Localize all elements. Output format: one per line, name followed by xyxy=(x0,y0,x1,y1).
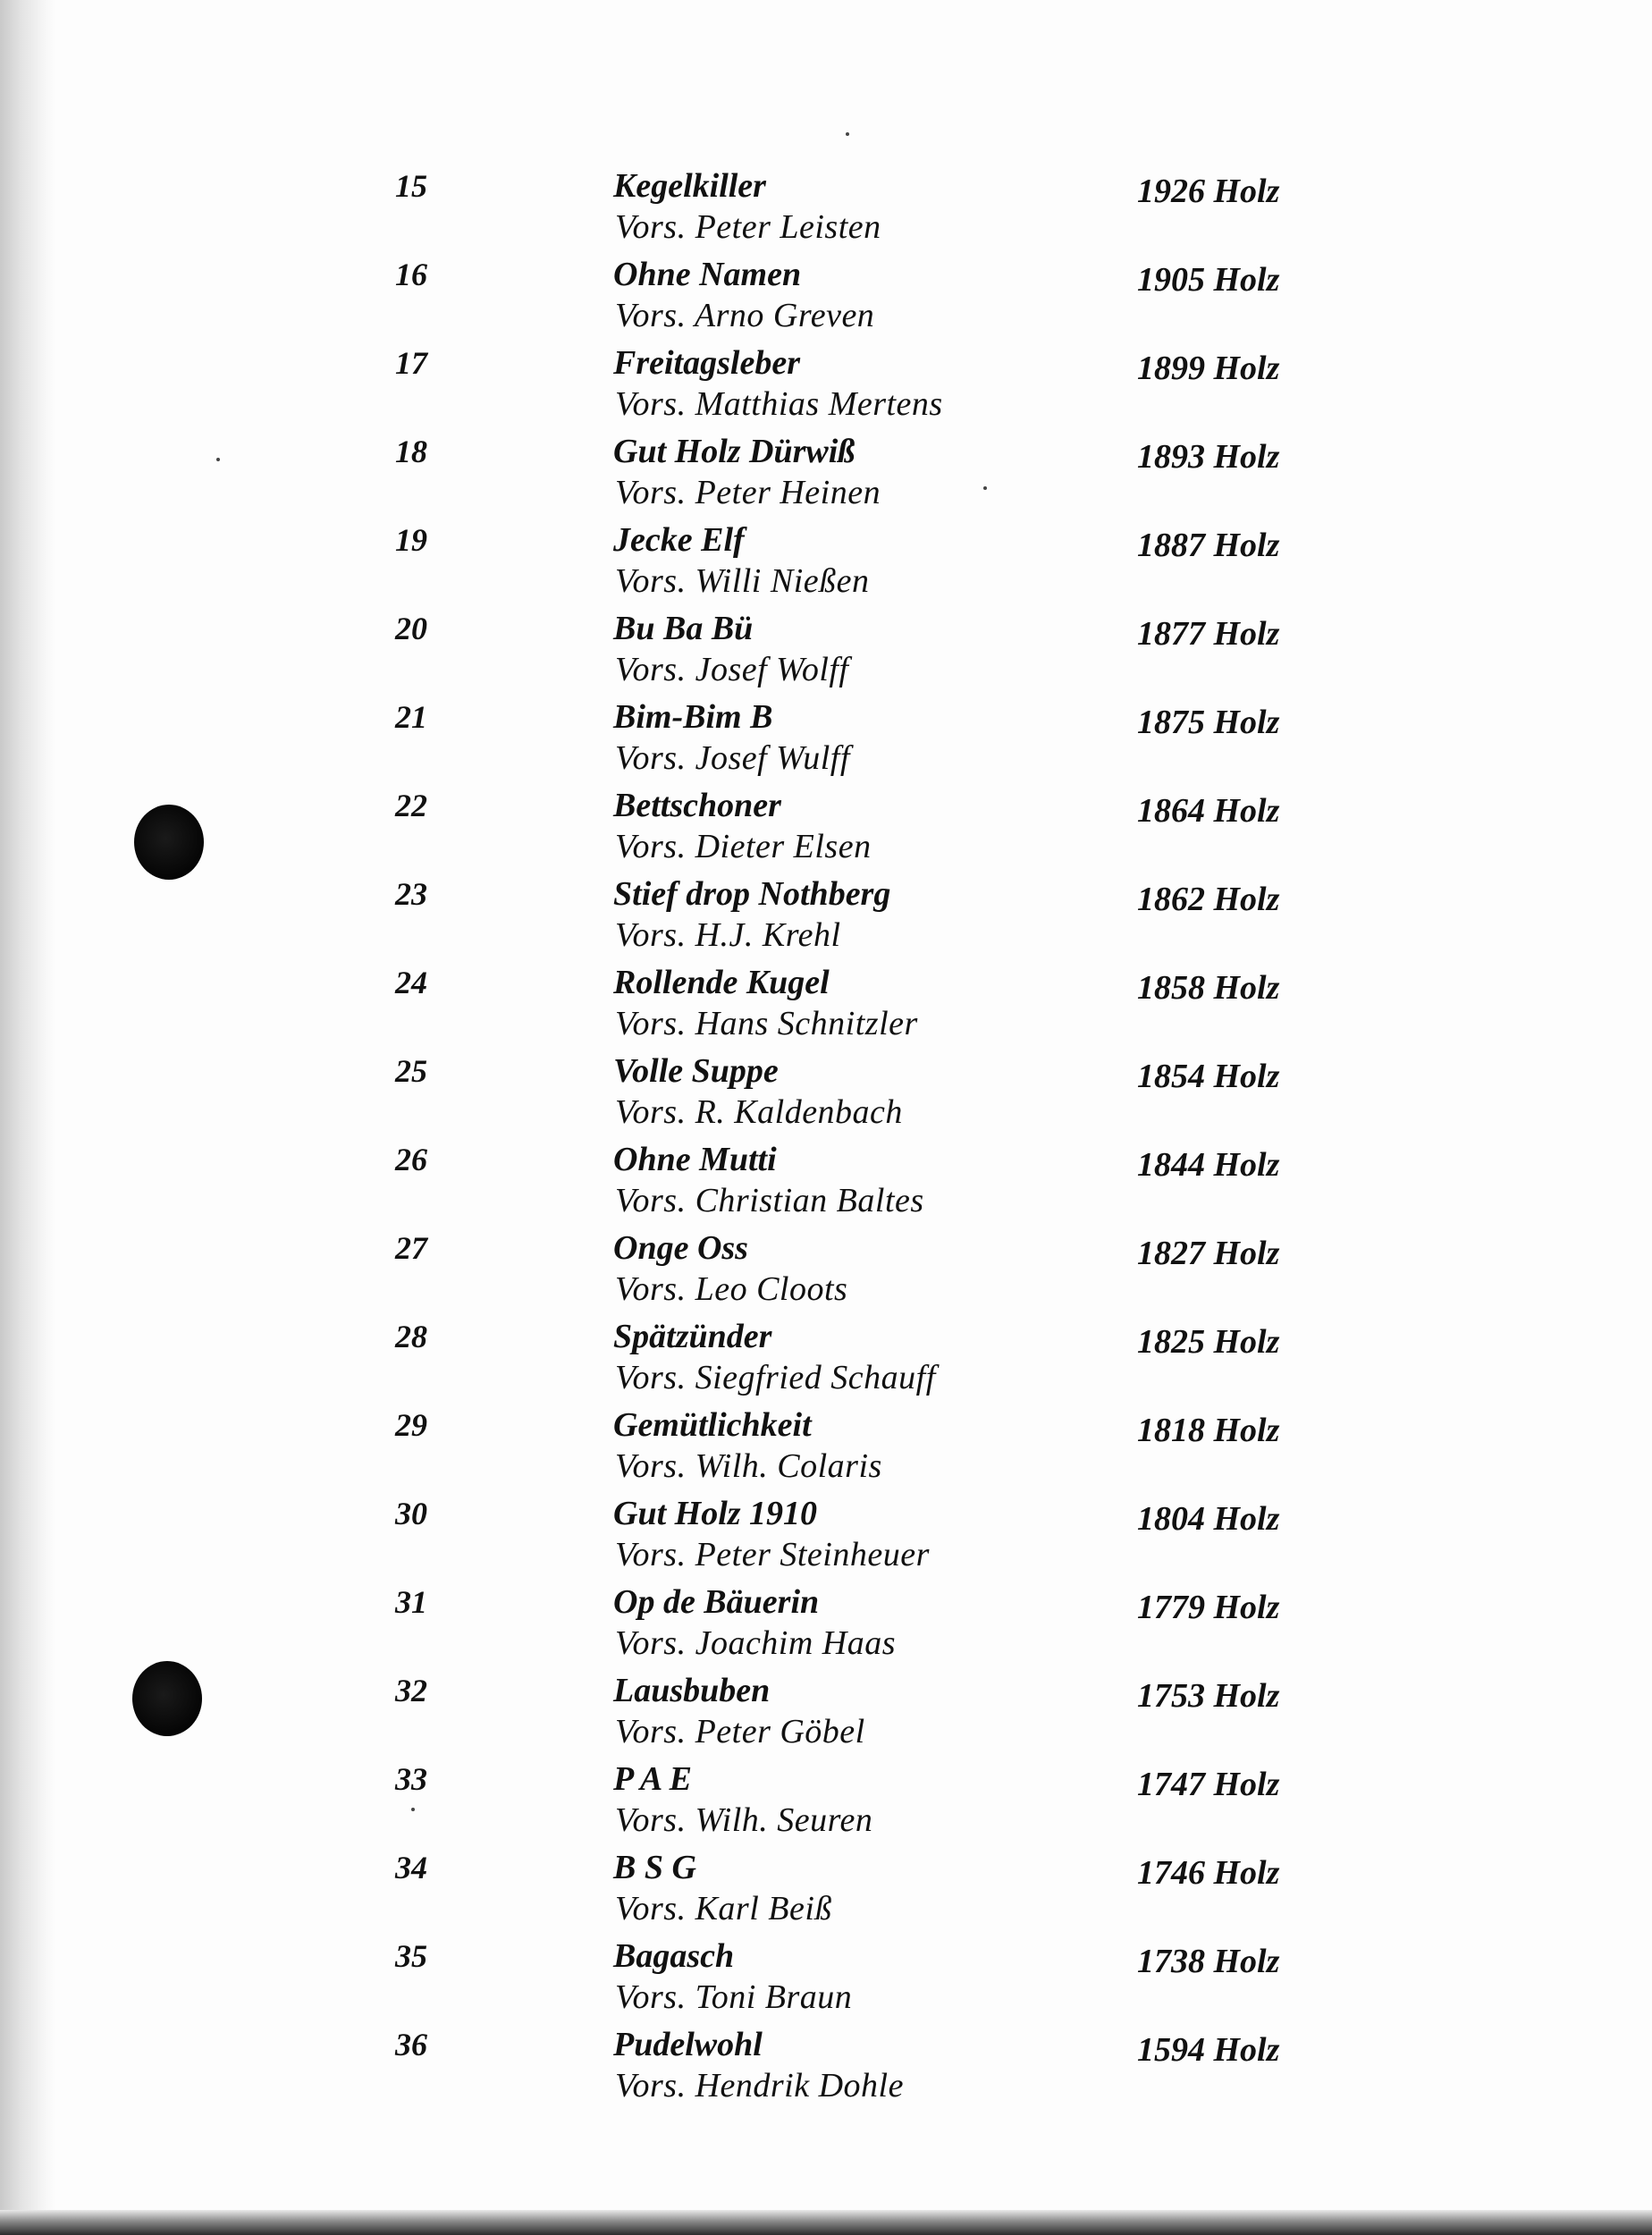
score-total: 1854 Holz xyxy=(1137,1058,1280,1095)
list-item xyxy=(0,963,1652,1051)
score-total: 1875 Holz xyxy=(1137,704,1280,741)
club-chairman: Vors. Hendrik Dohle xyxy=(615,2067,904,2104)
rank-number: 35 xyxy=(395,1938,427,1974)
rank-number: 26 xyxy=(395,1142,427,1177)
list-item xyxy=(0,1317,1652,1405)
club-name: Stief drop Nothberg xyxy=(613,875,891,913)
rank-number: 36 xyxy=(395,2027,427,2062)
rank-number: 21 xyxy=(395,699,427,735)
list-item xyxy=(0,1405,1652,1494)
club-name: B S G xyxy=(613,1849,696,1886)
list-item xyxy=(0,697,1652,786)
club-name: Jecke Elf xyxy=(613,521,745,559)
list-item xyxy=(0,1936,1652,2025)
score-total: 1594 Holz xyxy=(1137,2031,1280,2069)
list-item xyxy=(0,2025,1652,2113)
club-chairman: Vors. Willi Nießen xyxy=(615,562,870,600)
list-item xyxy=(0,343,1652,432)
club-chairman: Vors. Wilh. Seuren xyxy=(615,1801,873,1839)
list-item xyxy=(0,1494,1652,1582)
list-item xyxy=(0,1582,1652,1671)
club-name: Bagasch xyxy=(613,1937,735,1975)
club-chairman: Vors. Peter Heinen xyxy=(615,474,881,511)
score-total: 1825 Holz xyxy=(1137,1323,1280,1361)
list-item xyxy=(0,1848,1652,1936)
club-name: Freitagsleber xyxy=(613,344,800,382)
club-chairman: Vors. Karl Beiß xyxy=(615,1890,832,1927)
score-total: 1905 Holz xyxy=(1137,261,1280,299)
club-chairman: Vors. H.J. Krehl xyxy=(615,916,841,954)
club-chairman: Vors. Peter Leisten xyxy=(615,208,881,246)
club-chairman: Vors. R. Kaldenbach xyxy=(615,1093,903,1131)
rank-number: 22 xyxy=(395,788,427,823)
club-name: Gut Holz 1910 xyxy=(613,1495,818,1532)
rank-number: 18 xyxy=(395,434,427,469)
list-item xyxy=(0,1228,1652,1317)
score-total: 1926 Holz xyxy=(1137,173,1280,210)
rank-number: 32 xyxy=(395,1673,427,1708)
club-name: Rollende Kugel xyxy=(613,964,830,1001)
list-item xyxy=(0,255,1652,343)
score-total: 1738 Holz xyxy=(1137,1943,1280,1980)
page-bottom-edge-shadow xyxy=(0,2210,1652,2235)
club-chairman: Vors. Leo Cloots xyxy=(615,1270,848,1308)
club-name: Volle Suppe xyxy=(613,1052,779,1090)
list-item xyxy=(0,1759,1652,1848)
score-total: 1864 Holz xyxy=(1137,792,1280,830)
score-total: 1844 Holz xyxy=(1137,1146,1280,1184)
club-name: Lausbuben xyxy=(613,1672,771,1709)
score-total: 1779 Holz xyxy=(1137,1589,1280,1626)
club-name: Spätzünder xyxy=(613,1318,772,1355)
club-name: Ohne Mutti xyxy=(613,1141,777,1178)
score-total: 1746 Holz xyxy=(1137,1854,1280,1892)
standings-list xyxy=(0,166,1652,2106)
club-name: Bettschoner xyxy=(613,787,781,824)
club-chairman: Vors. Hans Schnitzler xyxy=(615,1005,918,1042)
rank-number: 30 xyxy=(395,1496,427,1531)
club-name: Pudelwohl xyxy=(613,2026,763,2063)
club-chairman: Vors. Josef Wolff xyxy=(615,651,849,688)
list-item xyxy=(0,609,1652,697)
club-chairman: Vors. Wilh. Colaris xyxy=(615,1447,882,1485)
score-total: 1877 Holz xyxy=(1137,615,1280,653)
club-name: Op de Bäuerin xyxy=(613,1583,820,1621)
club-name: Gut Holz Dürwiß xyxy=(613,433,856,470)
list-item xyxy=(0,166,1652,255)
club-chairman: Vors. Siegfried Schauff xyxy=(615,1359,936,1396)
score-total: 1858 Holz xyxy=(1137,969,1280,1007)
rank-number: 17 xyxy=(395,345,427,381)
club-chairman: Vors. Joachim Haas xyxy=(615,1624,897,1662)
club-name: Gemütlichkeit xyxy=(613,1406,812,1444)
score-total: 1753 Holz xyxy=(1137,1677,1280,1715)
rank-number: 28 xyxy=(395,1319,427,1354)
club-name: Bim-Bim B xyxy=(613,698,773,736)
club-chairman: Vors. Peter Steinheuer xyxy=(615,1536,930,1573)
list-item xyxy=(0,1140,1652,1228)
list-item xyxy=(0,1051,1652,1140)
club-name: Bu Ba Bü xyxy=(613,610,754,647)
rank-number: 31 xyxy=(395,1584,427,1620)
club-chairman: Vors. Christian Baltes xyxy=(615,1182,924,1219)
list-item xyxy=(0,874,1652,963)
rank-number: 15 xyxy=(395,168,427,204)
club-name: Kegelkiller xyxy=(613,167,766,205)
score-total: 1893 Holz xyxy=(1137,438,1280,476)
score-total: 1827 Holz xyxy=(1137,1235,1280,1272)
rank-number: 23 xyxy=(395,876,427,912)
club-name: Onge Oss xyxy=(613,1229,748,1267)
club-chairman: Vors. Arno Greven xyxy=(615,297,875,334)
score-total: 1899 Holz xyxy=(1137,350,1280,387)
score-total: 1747 Holz xyxy=(1137,1766,1280,1803)
score-total: 1887 Holz xyxy=(1137,527,1280,564)
rank-number: 33 xyxy=(395,1761,427,1797)
club-chairman: Vors. Dieter Elsen xyxy=(615,828,872,865)
club-chairman: Vors. Matthias Mertens xyxy=(615,385,943,423)
club-chairman: Vors. Josef Wulff xyxy=(615,739,850,777)
list-item xyxy=(0,1671,1652,1759)
score-total: 1818 Holz xyxy=(1137,1412,1280,1449)
club-name: P A E xyxy=(613,1760,692,1798)
club-chairman: Vors. Toni Braun xyxy=(615,1978,853,2016)
rank-number: 27 xyxy=(395,1230,427,1266)
rank-number: 24 xyxy=(395,965,427,1000)
list-item xyxy=(0,786,1652,874)
list-item xyxy=(0,432,1652,520)
club-chairman: Vors. Peter Göbel xyxy=(615,1713,865,1750)
list-item xyxy=(0,520,1652,609)
rank-number: 20 xyxy=(395,611,427,646)
club-name: Ohne Namen xyxy=(613,256,802,293)
score-total: 1804 Holz xyxy=(1137,1500,1280,1538)
rank-number: 16 xyxy=(395,257,427,292)
rank-number: 34 xyxy=(395,1850,427,1885)
rank-number: 29 xyxy=(395,1407,427,1443)
rank-number: 19 xyxy=(395,522,427,558)
score-total: 1862 Holz xyxy=(1137,881,1280,918)
rank-number: 25 xyxy=(395,1053,427,1089)
scan-speck xyxy=(846,132,849,136)
